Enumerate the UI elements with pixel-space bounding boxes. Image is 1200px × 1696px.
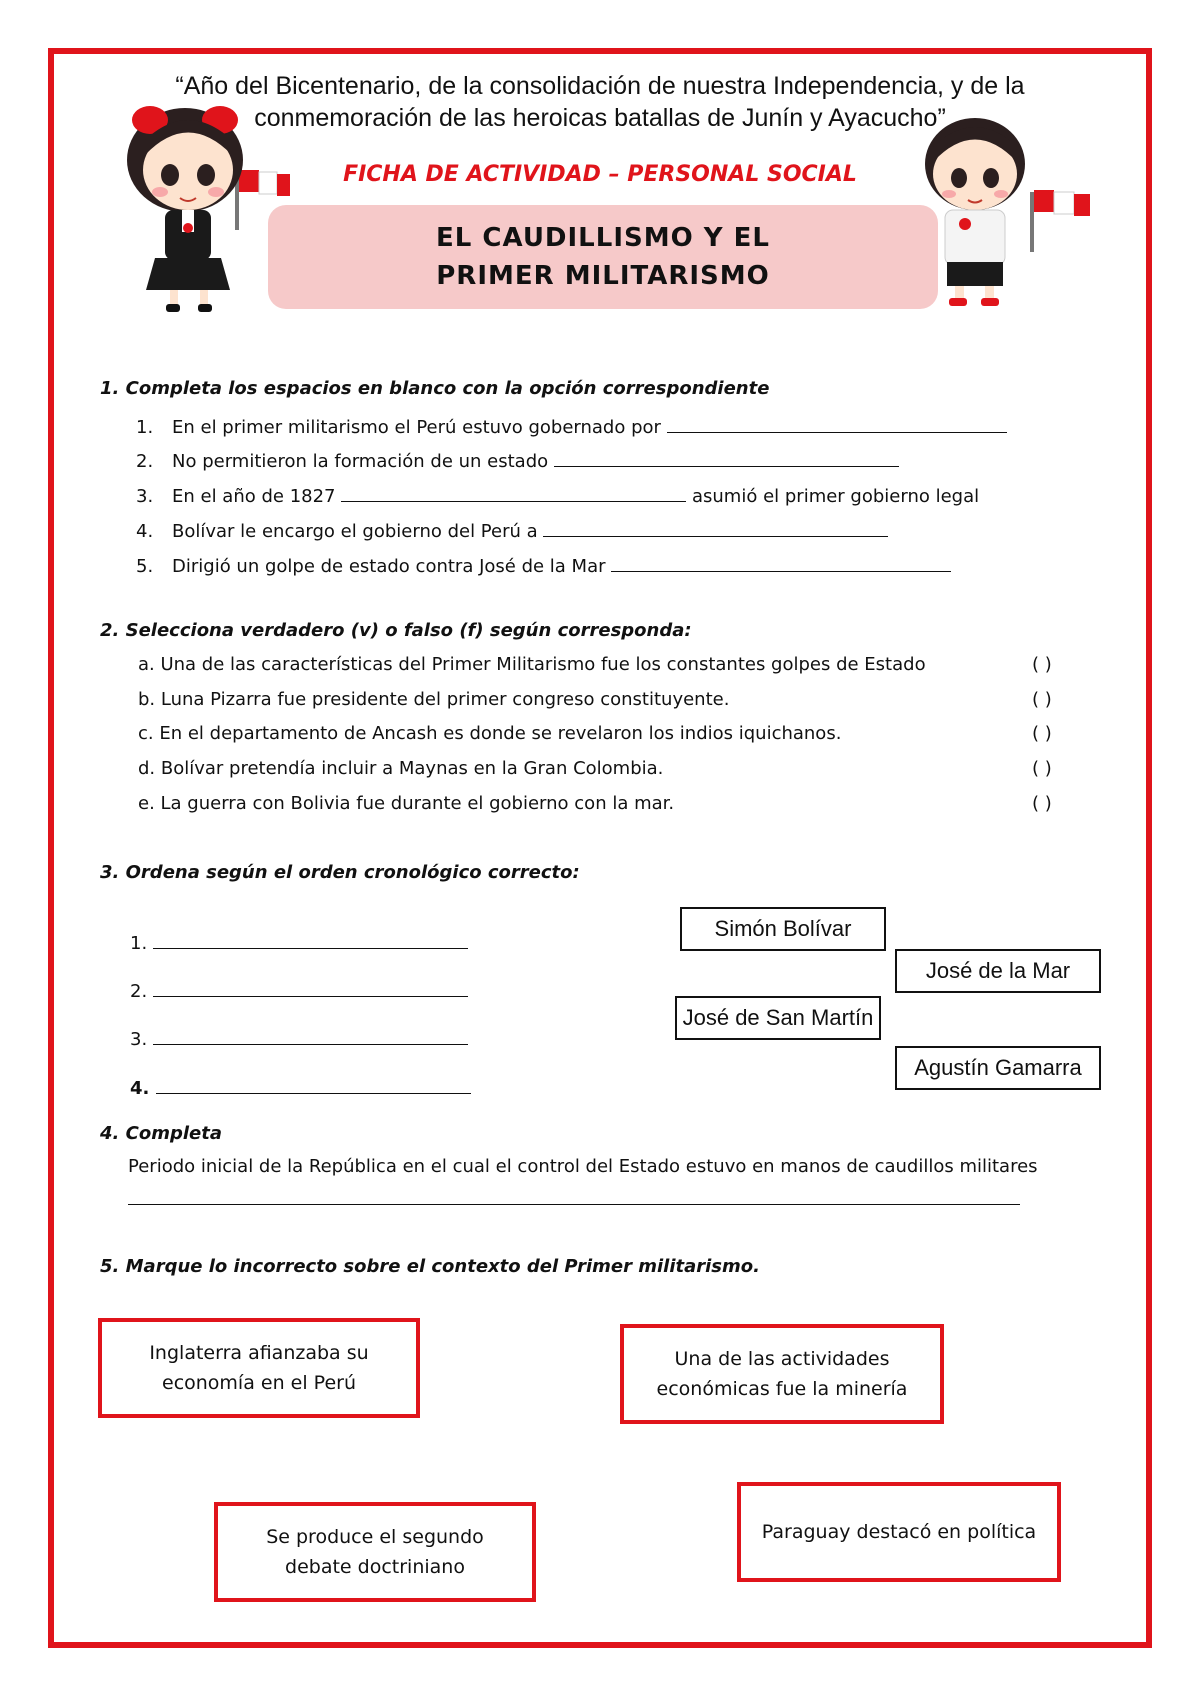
section5-heading: 5. Marque lo incorrecto sobre el contexto del Primer militarismo. [100,1256,760,1277]
option-card-paraguay[interactable]: Paraguay destacó en política [737,1482,1061,1582]
tf-statement-e: e. La guerra con Bolivia fue durante el gobierno con la mar. [138,793,675,814]
blank-answer-line[interactable] [611,551,951,572]
blank-answer-line[interactable] [554,446,899,467]
order-slot-4: 4. [130,1073,471,1099]
tf-answer-box[interactable]: ( ) [1032,723,1052,744]
order-slot-3: 3. [130,1024,468,1050]
option-card-mineria[interactable]: Una de las actividades económicas fue la minería [620,1324,944,1424]
year-motto: “Año del Bicentenario, de la consolidación de nuestra Independencia, y de la conmemoración de las heroicas batallas de Junín y Ayacucho” [175,72,1025,132]
tf-statement-d: d. Bolívar pretendía incluir a Maynas en la Gran Colombia. [138,758,664,779]
section2-heading: 2. Selecciona verdadero (v) o falso (f) según corresponda: [100,620,692,641]
blank-answer-line[interactable] [153,928,468,949]
fill-item-4: 4. Bolívar le encargo el gobierno del Perú a [136,516,888,542]
blank-answer-line[interactable] [153,1024,468,1045]
blank-answer-line[interactable] [667,412,1007,433]
name-card-jose-de-san-martin[interactable]: José de San Martín [675,996,881,1040]
tf-statement-a: a. Una de las características del Primer Militarismo fue los constantes golpes de Estado [138,654,926,675]
tf-statement-c: c. En el departamento de Ancash es donde se revelaron los indios iquichanos. [138,723,842,744]
blank-answer-line[interactable] [156,1073,471,1094]
tf-answer-box[interactable]: ( ) [1032,689,1052,710]
order-slot-2: 2. [130,976,468,1002]
option-card-inglaterra[interactable]: Inglaterra afianzaba su economía en el Perú [98,1318,420,1418]
name-card-agustin-gamarra[interactable]: Agustín Gamarra [895,1046,1101,1090]
worksheet-title: EL CAUDILLISMO Y EL PRIMER MILITARISMO [436,223,770,291]
fill-item-1: 1. En el primer militarismo el Perú estuvo gobernado por [136,412,1007,438]
worksheet-kicker: FICHA DE ACTIVIDAD – PERSONAL SOCIAL [343,162,857,187]
section3-heading: 3. Ordena según el orden cronológico correcto: [100,862,580,883]
tf-answer-box[interactable]: ( ) [1032,793,1052,814]
fill-item-5: 5. Dirigió un golpe de estado contra José de la Mar [136,551,951,577]
section4-heading: 4. Completa [100,1123,222,1144]
section1-heading: 1. Completa los espacios en blanco con la opción correspondiente [100,378,770,399]
completion-prompt: Periodo inicial de la República en el cual el control del Estado estuvo en manos de caudillos militares [128,1156,1038,1177]
blank-answer-line[interactable] [153,976,468,997]
tf-answer-box[interactable]: ( ) [1032,654,1052,675]
option-card-debate-doctriniano[interactable]: Se produce el segundo debate doctriniano [214,1502,536,1602]
title-banner [268,205,938,309]
blank-answer-line[interactable] [341,481,686,502]
blank-answer-line[interactable] [128,1184,1020,1205]
girl-student-illustration [120,100,290,315]
fill-item-3: 3. En el año de 1827 asumió el primer gobierno legal [136,481,979,507]
order-slot-1: 1. [130,928,468,954]
tf-answer-box[interactable]: ( ) [1032,758,1052,779]
name-card-jose-de-la-mar[interactable]: José de la Mar [895,949,1101,993]
blank-answer-line[interactable] [543,516,888,537]
fill-item-2: 2. No permitieron la formación de un estado [136,446,899,472]
name-card-simon-bolivar[interactable]: Simón Bolívar [680,907,886,951]
tf-statement-b: b. Luna Pizarra fue presidente del primer congreso constituyente. [138,689,730,710]
